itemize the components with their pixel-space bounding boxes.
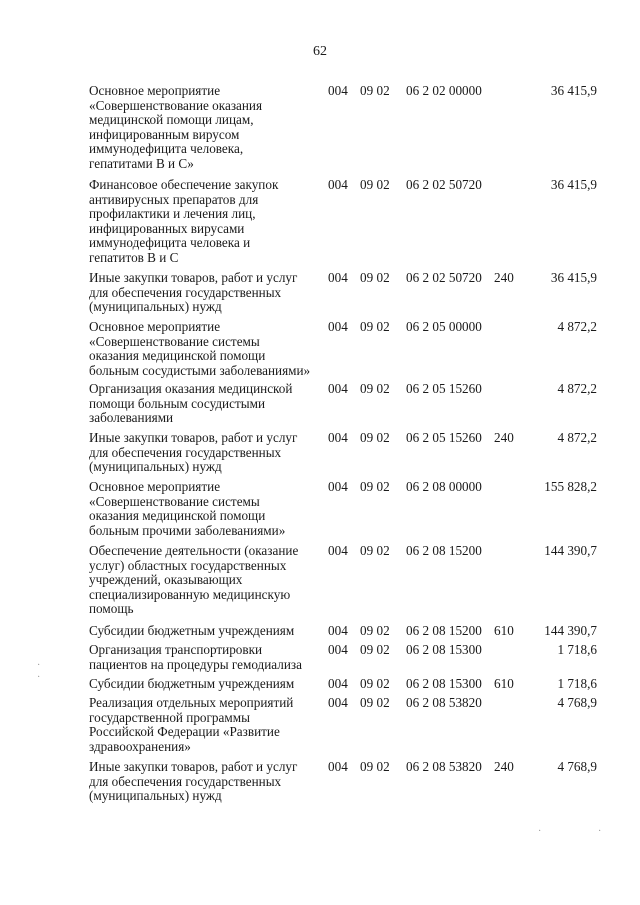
amount: 144 390,7	[544, 623, 597, 638]
row-description: Субсидии бюджетным учреждениям	[89, 623, 295, 638]
row-description: Реализация отдельных мероприятий государственной программы Российской Федерации «Развитие здравоохранения»	[89, 695, 294, 754]
admin-code: 004	[328, 759, 348, 774]
admin-code: 004	[328, 319, 348, 334]
section-code: 09 02	[360, 319, 390, 334]
amount: 4 768,9	[557, 759, 597, 774]
target-code: 06 2 08 15200	[406, 623, 482, 638]
target-code: 06 2 02 50720	[406, 177, 482, 192]
row-description: Обеспечение деятельности (оказание услуг) областных государственных учреждений, оказывающих специализированную медицинскую помощь	[89, 543, 299, 617]
admin-code: 004	[328, 270, 348, 285]
row-description: Иные закупки товаров, работ и услуг для обеспечения государственных (муниципальных) нужд	[89, 270, 298, 315]
section-code: 09 02	[360, 479, 390, 494]
section-code: 09 02	[360, 543, 390, 558]
section-code: 09 02	[360, 676, 390, 691]
section-code: 09 02	[360, 642, 390, 657]
expense-code: 240	[494, 430, 514, 445]
target-code: 06 2 08 00000	[406, 479, 482, 494]
target-code: 06 2 08 15300	[406, 676, 482, 691]
expense-code: 240	[494, 270, 514, 285]
target-code: 06 2 05 15260	[406, 430, 482, 445]
target-code: 06 2 08 53820	[406, 695, 482, 710]
amount: 1 718,6	[557, 676, 597, 691]
amount: 1 718,6	[557, 642, 597, 657]
admin-code: 004	[328, 543, 348, 558]
row-description: Организация оказания медицинской помощи больным сосудистыми заболеваниями	[89, 381, 293, 426]
target-code: 06 2 08 15300	[406, 642, 482, 657]
scan-mark: ·	[37, 672, 41, 683]
target-code: 06 2 08 53820	[406, 759, 482, 774]
amount: 36 415,9	[550, 177, 597, 192]
admin-code: 004	[328, 676, 348, 691]
section-code: 09 02	[360, 270, 390, 285]
section-code: 09 02	[360, 177, 390, 192]
target-code: 06 2 05 15260	[406, 381, 482, 396]
amount: 155 828,2	[544, 479, 597, 494]
section-code: 09 02	[360, 759, 390, 774]
admin-code: 004	[328, 479, 348, 494]
row-description: Организация транспортировки пациентов на процедуры гемодиализа	[89, 642, 302, 672]
row-description: Основное мероприятие «Совершенствование оказания медицинской помощи лицам, инфицированным вирусом иммунодефицита человека, гепатитами В и С»	[89, 83, 263, 171]
scan-mark: ·	[538, 826, 542, 837]
amount: 4 768,9	[557, 695, 597, 710]
scan-mark: ·	[37, 660, 41, 671]
row-description: Финансовое обеспечение закупок антивирусных препаратов для профилактики и лечения лиц, инфицированных вирусами иммунодефицита человека и гепатитов В и С	[89, 177, 279, 265]
section-code: 09 02	[360, 623, 390, 638]
target-code: 06 2 05 00000	[406, 319, 482, 334]
expense-code: 240	[494, 759, 514, 774]
section-code: 09 02	[360, 381, 390, 396]
admin-code: 004	[328, 623, 348, 638]
admin-code: 004	[328, 430, 348, 445]
row-description: Иные закупки товаров, работ и услуг для обеспечения государственных (муниципальных) нужд	[89, 759, 298, 804]
admin-code: 004	[328, 695, 348, 710]
target-code: 06 2 02 50720	[406, 270, 482, 285]
amount: 36 415,9	[550, 270, 597, 285]
amount: 144 390,7	[544, 543, 597, 558]
scan-mark: ·	[598, 826, 602, 837]
admin-code: 004	[328, 381, 348, 396]
row-description: Субсидии бюджетным учреждениям	[89, 676, 295, 691]
expense-code: 610	[494, 676, 514, 691]
section-code: 09 02	[360, 83, 390, 98]
admin-code: 004	[328, 83, 348, 98]
page-number: 62	[313, 44, 327, 59]
target-code: 06 2 08 15200	[406, 543, 482, 558]
amount: 4 872,2	[557, 319, 597, 334]
row-description: Основное мероприятие «Совершенствование системы оказания медицинской помощи больным сосудистыми заболеваниями»	[89, 319, 311, 378]
row-description: Иные закупки товаров, работ и услуг для обеспечения государственных (муниципальных) нужд	[89, 430, 298, 475]
amount: 4 872,2	[557, 381, 597, 396]
row-description: Основное мероприятие «Совершенствование системы оказания медицинской помощи больным прочими заболеваниями»	[89, 479, 286, 538]
section-code: 09 02	[360, 430, 390, 445]
target-code: 06 2 02 00000	[406, 83, 482, 98]
expense-code: 610	[494, 623, 514, 638]
amount: 36 415,9	[550, 83, 597, 98]
admin-code: 004	[328, 642, 348, 657]
section-code: 09 02	[360, 695, 390, 710]
amount: 4 872,2	[557, 430, 597, 445]
admin-code: 004	[328, 177, 348, 192]
